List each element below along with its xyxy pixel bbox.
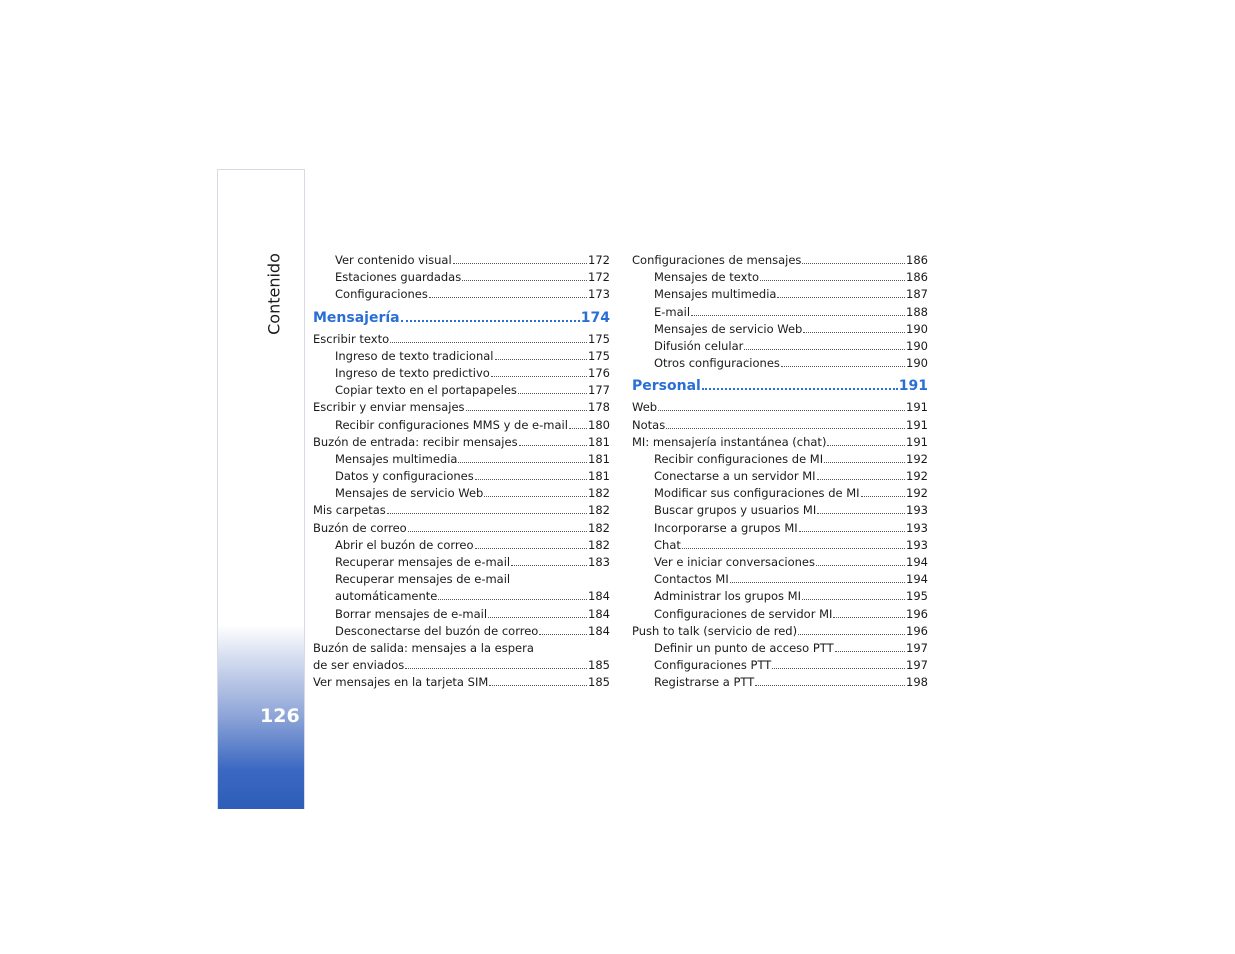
toc-entry[interactable] — [632, 321, 928, 338]
toc-entry-label: Mensajes de servicio Web — [335, 486, 484, 501]
dot-leader — [458, 462, 587, 463]
dot-leader — [730, 582, 905, 583]
toc-entry-page: 187 — [906, 287, 928, 302]
toc-entry[interactable] — [313, 588, 610, 605]
toc-entry-label: Modificar sus configuraciones de MI — [654, 486, 860, 501]
toc-entry-label: Recibir configuraciones MMS y de e-mail — [335, 417, 568, 432]
dot-leader — [429, 297, 587, 298]
toc-entry-label: Recuperar mensajes de e-mail — [335, 572, 511, 587]
toc-entry-label: Mis carpetas — [313, 503, 386, 518]
toc-entry-label: automáticamente — [335, 589, 438, 604]
toc-entry-page: 191 — [906, 400, 928, 415]
toc-entry[interactable] — [313, 520, 610, 537]
dot-leader — [816, 565, 905, 566]
toc-section-heading[interactable] — [632, 375, 928, 397]
toc-entry-label: Ingreso de texto tradicional — [335, 348, 494, 363]
toc-entry[interactable] — [632, 520, 928, 537]
dot-leader — [401, 320, 580, 322]
toc-entry-page: 192 — [906, 486, 928, 501]
dot-leader — [824, 462, 905, 463]
toc-entry[interactable] — [632, 451, 928, 468]
toc-entry-label: Ver e iniciar conversaciones — [654, 555, 815, 569]
toc-entry-page: 172 — [588, 270, 610, 285]
dot-leader — [827, 445, 905, 446]
dot-leader — [569, 428, 587, 429]
toc-entry-page: 176 — [588, 365, 610, 380]
dot-leader — [408, 531, 587, 532]
toc-entry-label: Administrar los grupos MI — [654, 589, 801, 604]
toc-entry[interactable] — [632, 485, 928, 502]
toc-entry[interactable] — [632, 640, 928, 657]
toc-entry[interactable] — [632, 355, 928, 372]
toc-entry-label: Personal — [632, 378, 701, 395]
toc-entry-label: Abrir el buzón de correo — [335, 537, 474, 552]
toc-entry[interactable] — [313, 269, 610, 286]
toc-entry[interactable] — [313, 348, 610, 365]
toc-entry-page: 191 — [906, 417, 928, 432]
toc-entry-page: 197 — [906, 658, 928, 673]
toc-entry-label: Ver mensajes en la tarjeta SIM — [313, 675, 489, 690]
toc-entry-label: Mensajes de servicio Web — [654, 321, 803, 336]
toc-entry[interactable] — [632, 417, 928, 434]
toc-entry-label: E-mail — [654, 304, 691, 319]
dot-leader — [387, 513, 587, 514]
dot-leader — [666, 428, 905, 429]
toc-entry[interactable] — [313, 286, 610, 303]
dot-leader — [539, 634, 587, 635]
toc-entry-page: 195 — [906, 589, 928, 604]
toc-entry[interactable] — [632, 588, 928, 605]
chapter-title: Contenido — [264, 253, 284, 335]
toc-entry-page: 193 — [906, 520, 928, 535]
toc-entry-label: Configuraciones — [335, 287, 428, 302]
toc-entry-label: Buzón de salida: mensajes a la espera — [313, 640, 534, 655]
toc-entry[interactable] — [313, 382, 610, 399]
toc-entry-page: 184 — [588, 623, 610, 638]
toc-entry-page: 190 — [906, 338, 928, 353]
toc-entry[interactable] — [313, 399, 610, 416]
dot-leader — [799, 531, 905, 532]
toc-entry-page: 198 — [906, 675, 928, 690]
toc-entry-page: 194 — [906, 555, 928, 569]
toc-entry[interactable] — [313, 554, 610, 571]
toc-entry-page: 191 — [898, 378, 928, 395]
toc-entry[interactable] — [632, 468, 928, 485]
toc-entry-label: Buzón de entrada: recibir mensajes — [313, 434, 518, 449]
dot-leader — [772, 668, 905, 669]
toc-entry-label: Registrarse a PTT — [654, 675, 755, 690]
toc-entry[interactable] — [313, 657, 610, 674]
dot-leader — [760, 280, 905, 281]
toc-entry[interactable] — [632, 338, 928, 355]
dot-leader — [390, 342, 587, 343]
toc-entry-page: 182 — [588, 486, 610, 501]
dot-leader — [781, 366, 905, 367]
toc-entry-label: Configuraciones de mensajes — [632, 253, 802, 267]
dot-leader — [488, 617, 587, 618]
toc-entry-page: 194 — [906, 572, 928, 587]
toc-entry[interactable] — [632, 269, 928, 286]
toc-entry[interactable] — [313, 252, 610, 269]
dot-leader — [691, 315, 905, 316]
toc-entry-label: Mensajería — [313, 309, 400, 326]
toc-entry-page: 196 — [906, 606, 928, 621]
toc-entry-page: 173 — [588, 287, 610, 302]
toc-entry[interactable] — [632, 674, 928, 691]
toc-entry-label: Chat — [654, 537, 681, 552]
toc-entry[interactable] — [632, 606, 928, 623]
toc-entry-page: 184 — [588, 589, 610, 604]
toc-entry-page: 193 — [906, 503, 928, 518]
toc-entry-label: Incorporarse a grupos MI — [654, 520, 798, 535]
toc-entry-page: 192 — [906, 451, 928, 466]
dot-leader — [495, 359, 588, 360]
toc-column-right — [632, 252, 928, 692]
dot-leader — [519, 445, 587, 446]
dot-leader — [802, 263, 905, 264]
toc-entry-label: Buscar grupos y usuarios MI — [654, 503, 817, 518]
toc-entry-page: 180 — [588, 417, 610, 432]
toc-entry-page: 192 — [906, 469, 928, 484]
toc-entry-page: 190 — [906, 356, 928, 371]
toc-entry[interactable] — [632, 571, 928, 588]
toc-entry-label: Ver contenido visual — [335, 253, 452, 267]
toc-entry-label: Recibir configuraciones de MI — [654, 451, 824, 466]
dot-leader — [491, 376, 587, 377]
dot-leader — [835, 651, 905, 652]
dot-leader — [466, 410, 588, 411]
toc-entry-label: Ingreso de texto predictivo — [335, 365, 490, 380]
toc-entry-page: 174 — [580, 309, 610, 326]
toc-entry-page: 196 — [906, 623, 928, 638]
dot-leader — [475, 548, 588, 549]
toc-entry-label: Configuraciones PTT — [654, 658, 772, 673]
toc-entry[interactable] — [632, 554, 928, 571]
toc-entry-page: 185 — [588, 658, 610, 673]
dot-leader — [405, 668, 587, 669]
toc-entry[interactable] — [632, 623, 928, 640]
toc-entry[interactable] — [313, 434, 610, 451]
toc-section-heading[interactable] — [313, 307, 610, 329]
toc-entry-page: 175 — [588, 331, 610, 346]
dot-leader — [475, 479, 587, 480]
toc-entry[interactable] — [313, 331, 610, 348]
toc-entry-page: 183 — [588, 555, 610, 569]
toc-entry-label: Desconectarse del buzón de correo — [335, 623, 539, 638]
toc-entry[interactable] — [313, 417, 610, 434]
toc-entry-label: Mensajes multimedia — [335, 451, 458, 466]
toc-entry[interactable] — [313, 365, 610, 382]
toc-entry-label: Web — [632, 400, 658, 415]
dot-leader — [861, 496, 906, 497]
toc-entry-page: 178 — [588, 400, 610, 415]
toc-entry-page: 185 — [588, 675, 610, 690]
dot-leader — [803, 332, 905, 333]
toc-entry[interactable] — [632, 286, 928, 303]
toc-entry-page: 182 — [588, 537, 610, 552]
toc-entry-label: Escribir texto — [313, 331, 390, 346]
dot-leader — [658, 410, 905, 411]
dot-leader — [702, 388, 898, 390]
dot-leader — [484, 496, 587, 497]
toc-entry-label: Otros configuraciones — [654, 356, 780, 371]
toc-entry[interactable] — [632, 252, 928, 269]
toc-entry-label: Copiar texto en el portapapeles — [335, 383, 517, 398]
toc-entry[interactable] — [632, 502, 928, 519]
toc-entry-label: Buzón de correo — [313, 520, 407, 535]
toc-entry-page: 181 — [588, 451, 610, 466]
toc-entry-page: 188 — [906, 304, 928, 319]
dot-leader — [453, 263, 587, 264]
toc-entry-label: Difusión celular — [654, 338, 744, 353]
dot-leader — [438, 599, 587, 600]
toc-entry-label: Push to talk (servicio de red) — [632, 623, 798, 638]
toc-entry[interactable] — [313, 606, 610, 623]
toc-entry-label: Definir un punto de acceso PTT — [654, 640, 834, 655]
toc-entry-page: 181 — [588, 434, 610, 449]
dot-leader — [462, 280, 587, 281]
toc-entry-page: 186 — [906, 270, 928, 285]
toc-entry-label: Borrar mensajes de e-mail — [335, 606, 488, 621]
toc-entry[interactable] — [313, 640, 610, 657]
toc-entry-page: 182 — [588, 520, 610, 535]
toc-entry[interactable] — [632, 657, 928, 674]
dot-leader — [817, 513, 905, 514]
toc-entry[interactable] — [632, 399, 928, 416]
toc-entry[interactable] — [632, 434, 928, 451]
toc-entry-label: Escribir y enviar mensajes — [313, 400, 465, 415]
toc-entry-label: Mensajes multimedia — [654, 287, 777, 302]
page-number: 126 — [260, 705, 300, 727]
toc-entry-label: Estaciones guardadas — [335, 270, 462, 285]
toc-entry-page: 197 — [906, 640, 928, 655]
toc-entry-page: 190 — [906, 321, 928, 336]
toc-entry[interactable] — [313, 468, 610, 485]
dot-leader — [833, 617, 905, 618]
dot-leader — [489, 685, 587, 686]
toc-entry-label: Configuraciones de servidor MI — [654, 606, 833, 621]
dot-leader — [682, 548, 905, 549]
toc-entry[interactable] — [313, 623, 610, 640]
dot-leader — [817, 479, 906, 480]
dot-leader — [511, 565, 587, 566]
dot-leader — [777, 297, 905, 298]
dot-leader — [518, 393, 587, 394]
toc-entry-label: Conectarse a un servidor MI — [654, 469, 816, 484]
toc-entry[interactable] — [313, 502, 610, 519]
toc-entry-page: 181 — [588, 469, 610, 484]
toc-entry[interactable] — [313, 485, 610, 502]
dot-leader — [802, 599, 905, 600]
toc-entry-page: 177 — [588, 383, 610, 398]
toc-entry-label: Notas — [632, 417, 666, 432]
toc-entry-page: 191 — [906, 434, 928, 449]
toc-entry-page: 184 — [588, 606, 610, 621]
dot-leader — [744, 349, 905, 350]
toc-entry-label: Recuperar mensajes de e-mail — [335, 555, 511, 569]
toc-entry-page: 175 — [588, 348, 610, 363]
toc-entry[interactable] — [313, 537, 610, 554]
toc-column-left — [313, 252, 610, 692]
toc-entry[interactable] — [632, 537, 928, 554]
toc-entry[interactable] — [313, 451, 610, 468]
toc-entry[interactable] — [632, 304, 928, 321]
toc-entry-label: MI: mensajería instantánea (chat) — [632, 434, 827, 449]
toc-entry-label: Contactos MI — [654, 572, 729, 587]
dot-leader — [755, 685, 905, 686]
toc-entry-page: 172 — [588, 253, 610, 267]
toc-entry-page: 193 — [906, 537, 928, 552]
toc-entry-label: Datos y configuraciones — [335, 469, 474, 484]
toc-entry-label: de ser enviados — [313, 658, 405, 673]
toc-entry[interactable] — [313, 674, 610, 691]
dot-leader — [798, 634, 905, 635]
toc-entry-page: 186 — [906, 253, 928, 267]
toc-entry-label: Mensajes de texto — [654, 270, 760, 285]
toc-entry[interactable] — [313, 571, 610, 588]
toc-entry-page: 182 — [588, 503, 610, 518]
